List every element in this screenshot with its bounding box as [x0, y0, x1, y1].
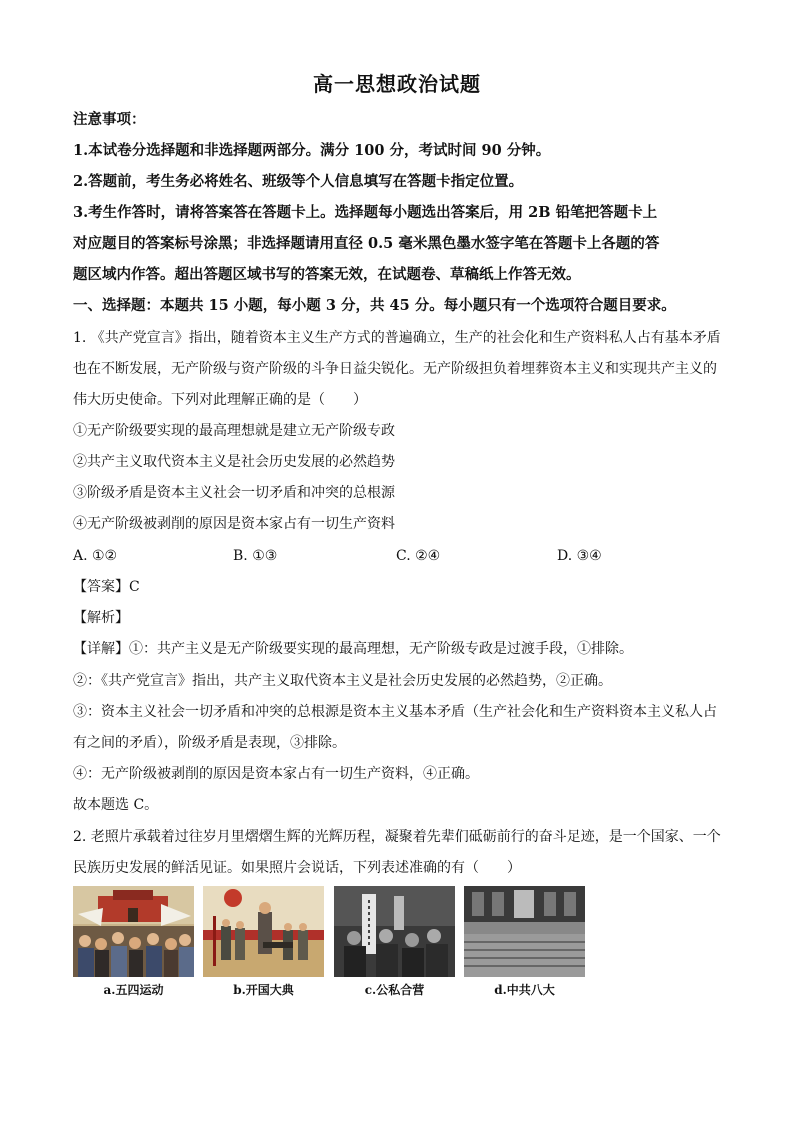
q1-detail: ②：《共产党宣言》指出，共产主义取代资本主义是社会历史发展的必然趋势，②正确。	[73, 673, 612, 689]
q1-detail: 故本题选 C。	[73, 797, 159, 813]
q1-stem: 伟大历史使命。下列对此理解正确的是（ ）	[73, 392, 367, 408]
photo-caption: c.公私合营	[364, 983, 425, 997]
q1-detail: 有之间的矛盾），阶级矛盾是表现，③排除。	[73, 735, 346, 751]
q2-stem: 2. 老照片承载着过往岁月里熠熠生辉的光辉历程，凝聚着先辈们砥砺前行的奋斗足迹，是一个国家、一个	[73, 829, 721, 845]
q1-stem: 1. 《共产党宣言》指出，随着资本主义生产方式的普遍确立，生产的社会化和生产资料私人占有基本矛盾	[73, 330, 721, 346]
founding-ceremony-painting-icon	[203, 886, 324, 977]
joint-venture-photo-icon	[334, 886, 455, 977]
notice-item: 题区域内作答。超出答题区域书写的答案无效，在试题卷、草稿纸上作答无效。	[73, 266, 581, 283]
q2-stem: 民族历史发展的鲜活见证。如果照片会说话，下列表述准确的有（ ）	[73, 860, 521, 876]
q1-answer: 【答案】C	[73, 579, 140, 595]
notice-item: 1.本试卷分选择题和非选择题两部分。满分 100 分，考试时间 90 分钟。	[73, 142, 551, 159]
page-title: 高一思想政治试题	[313, 72, 481, 96]
section-heading: 一、选择题：本题共 15 小题，每小题 3 分，共 45 分。每小题只有一个选项符合题目要求。	[73, 297, 676, 314]
q1-statement: ①无产阶级要实现的最高理想就是建立无产阶级专政	[73, 423, 395, 439]
q1-analysis-label: 【解析】	[73, 610, 129, 626]
q1-option-a: A. ①②	[73, 548, 118, 564]
photo-caption: d.中共八大	[494, 983, 555, 997]
q1-detail: 【详解】①：共产主义是无产阶级要实现的最高理想，无产阶级专政是过渡手段，①排除。	[73, 641, 633, 657]
q1-detail: ③：资本主义社会一切矛盾和冲突的总根源是资本主义基本矛盾（生产社会化和生产资料资本主义私人占	[73, 704, 717, 720]
q1-option-b: B. ①③	[233, 548, 278, 564]
may-fourth-painting-icon	[73, 886, 194, 977]
photo-caption: b.开国大典	[233, 983, 294, 997]
q1-option-c: C. ②④	[396, 548, 441, 564]
notice-item: 2.答题前，考生务必将姓名、班级等个人信息填写在答题卡指定位置。	[73, 173, 524, 190]
q1-option-d: D. ③④	[557, 548, 602, 564]
notice-item: 3.考生作答时，请将答案答在答题卡上。选择题每小题选出答案后，用 2B 铅笔把答题卡上	[73, 204, 658, 221]
notice-item: 对应题目的答案标号涂黑；非选择题请用直径 0.5 毫米黑色墨水签字笔在答题卡上各题的答	[73, 235, 660, 252]
q1-statement: ③阶级矛盾是资本主义社会一切矛盾和冲突的总根源	[73, 485, 395, 501]
q1-stem: 也在不断发展，无产阶级与资产阶级的斗争日益尖锐化。无产阶级担负着埋葬资本主义和实现共产主义的	[73, 361, 717, 377]
q1-statement: ②共产主义取代资本主义是社会历史发展的必然趋势	[73, 454, 395, 470]
photo-caption: a.五四运动	[103, 983, 164, 997]
notice-heading: 注意事项：	[73, 111, 146, 128]
q1-detail: ④：无产阶级被剥削的原因是资本家占有一切生产资料，④正确。	[73, 766, 479, 782]
q1-statement: ④无产阶级被剥削的原因是资本家占有一切生产资料	[73, 516, 395, 532]
eighth-congress-photo-icon	[464, 886, 585, 977]
